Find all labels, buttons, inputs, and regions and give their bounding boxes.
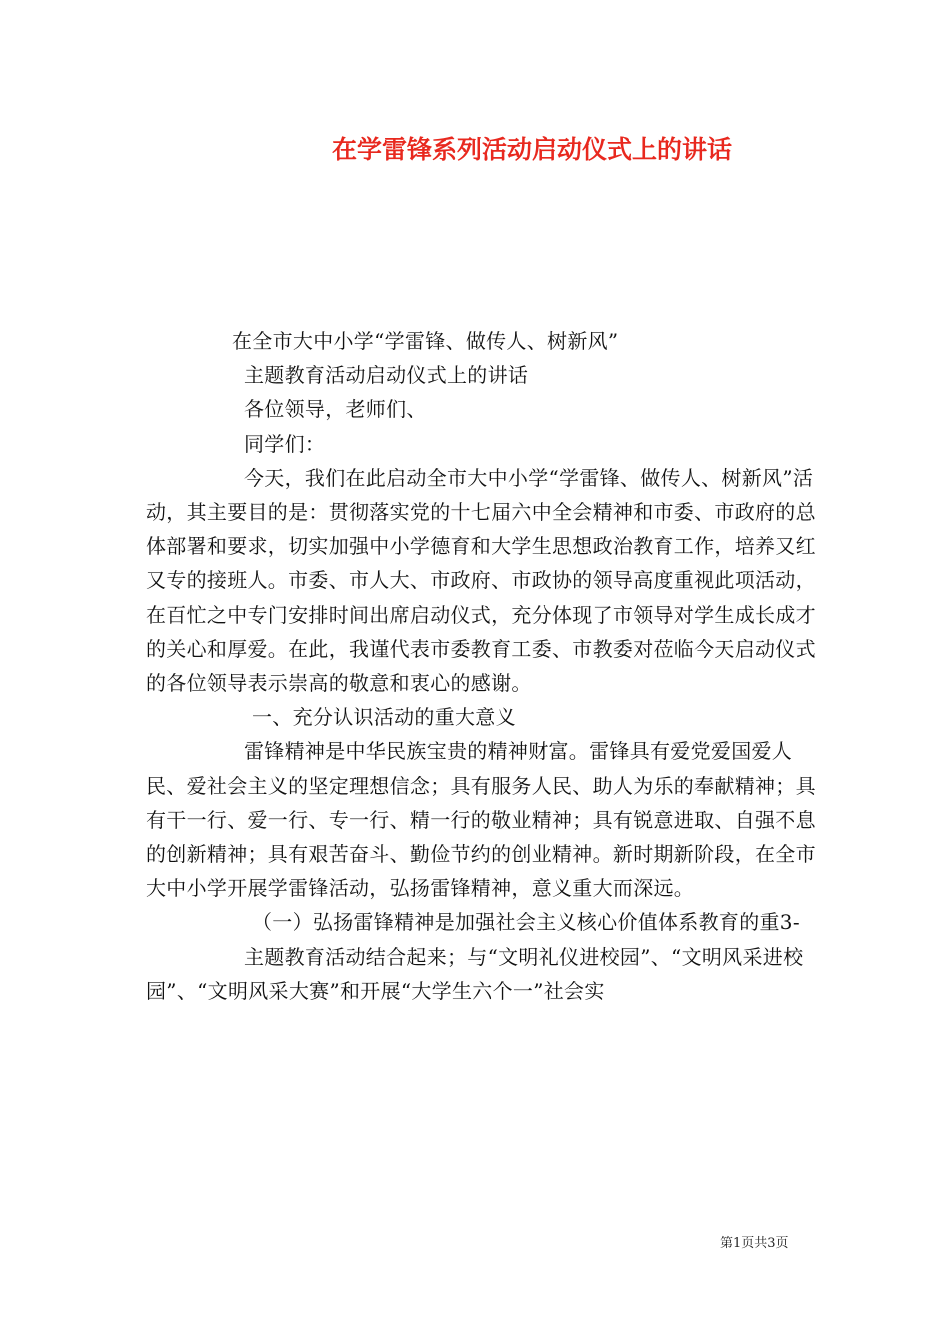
paragraph-subsection-1: （一）弘扬雷锋精神是加强社会主义核心价值体系教育的重3- [252, 910, 800, 935]
salutation-line-1: 各位领导，老师们、 [244, 397, 427, 422]
subtitle-line-1: 在全市大中小学“学雷锋、做传人、树新风” [232, 329, 619, 353]
salutation-line-2: 同学们： [244, 431, 326, 456]
document-body [146, 324, 816, 1008]
paragraph-activities: 主题教育活动结合起来；与“文明礼仪进校园”、“文明风采进校园”、“文明风采大赛”和开展“大学生六个一”社会实 [146, 944, 804, 1003]
paragraph-intro: 今天，我们在此启动全市大中小学“学雷锋、做传人、树新风”活动，其主要目的是：贯彻落实党的十七届六中全会精神和市委、市政府的总体部署和要求，切实加强中小学德育和大学生思想政治教育工作，培养又红又专的接班人。市委、市人大、市政府、市政协的领导高度重视此项活动，在百忙之中专门安排时间出席启动仪式，充分体现了市领导对学生成长成才的关心和厚爱。在此，我谨代表市委教育工委、市教委对莅临今天启动仪式的各位领导表示崇高的敬意和衷心的感谢。 [146, 465, 816, 696]
page-number: 第1页共3页 [720, 1236, 789, 1251]
paragraph-lei-feng-spirit: 雷锋精神是中华民族宝贵的精神财富。雷锋具有爱党爱国爱人民、爱社会主义的坚定理想信念；具有服务人民、助人为乐的奉献精神；具有干一行、爱一行、专一行、精一行的敬业精神；具有锐意进取、自强不息的创新精神；具有艰苦奋斗、勤俭节约的创业精神。新时期新阶段，在全市大中小学开展学雷锋活动，弘扬雷锋精神，意义重大而深远。 [146, 739, 816, 901]
document-title: 在学雷锋系列活动启动仪式上的讲话 [332, 135, 733, 164]
section-heading-1: 一、充分认识活动的重大意义 [252, 705, 516, 730]
subtitle-line-2: 主题教育活动启动仪式上的讲话 [244, 363, 529, 388]
